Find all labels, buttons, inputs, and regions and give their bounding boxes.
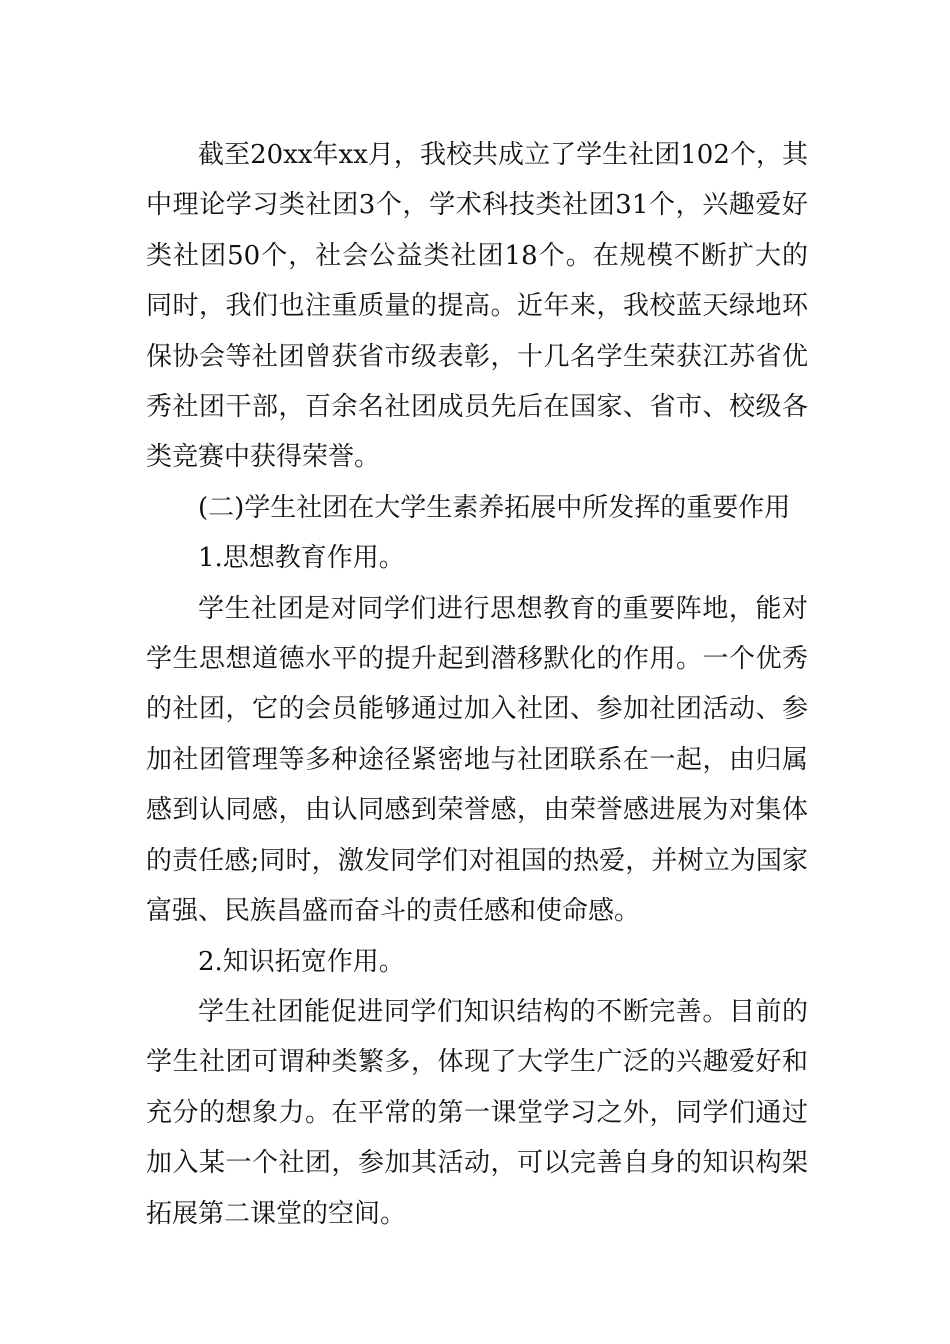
section-heading-club-role: (二)学生社团在大学生素养拓展中所发挥的重要作用 [198, 492, 791, 523]
subheading-ideological-education: 1.思想教育作用。 [198, 543, 405, 574]
document-page [146, 130, 808, 1239]
paragraph-club-statistics: 截至20xx年xx月，我校共成立了学生社团102个，其中理论学习类社团3个，学术科技类社团31个，兴趣爱好类社团50个，社会公益类社团18个。在规模不断扩大的同时，我们也注重质量的提高。近年来，我校蓝天绿地环保协会等社团曾获省市级表彰，十几名学生荣获江苏省优秀社团干部，百余名社团成员先后在国家、省市、校级各类竞赛中获得荣誉。 [146, 140, 808, 473]
subheading-knowledge-expansion: 2.知识拓宽作用。 [198, 946, 405, 977]
paragraph-ideological-education: 学生社团是对同学们进行思想教育的重要阵地，能对学生思想道德水平的提升起到潜移默化的作用。一个优秀的社团，它的会员能够通过加入社团、参加社团活动、参加社团管理等多种途径紧密地与社团联系在一起，由归属感到认同感，由认同感到荣誉感，由荣誉感进展为对集体的责任感;同时，激发同学们对祖国的热爱，并树立为国家富强、民族昌盛而奋斗的责任感和使命感。 [146, 593, 808, 927]
paragraph-knowledge-expansion: 学生社团能促进同学们知识结构的不断完善。目前的学生社团可谓种类繁多，体现了大学生广泛的兴趣爱好和充分的想象力。在平常的第一课堂学习之外，同学们通过加入某一个社团，参加其活动，可以完善自身的知识构架拓展第二课堂的空间。 [146, 996, 808, 1229]
